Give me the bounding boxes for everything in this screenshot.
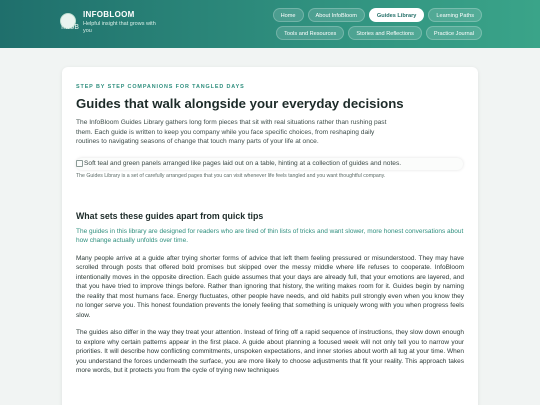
nav-about-infobloom[interactable]: About InfoBloom xyxy=(308,8,365,22)
section-heading: What sets these guides apart from quick tips xyxy=(76,210,264,221)
eyebrow-label: STEP BY STEP COMPANIONS FOR TANGLED DAYS xyxy=(76,84,245,90)
body-paragraph: The guides also differ in the way they treat your attention. Instead of firing off a rapid sequence of instructions, they slow down enough to explore why certain patterns appear in the first place. A guide about planning a focused week will not only tell you to narrow your priorities. It will describe how conflicting commitments, unspoken expectations, and inner stories about worth all tug at your time. When you understand the forces underneath the surface, you are more likely to choose adjustments that fit your reality. This approach takes more words, but it protects you from the cycle of trying new techniques xyxy=(76,329,464,375)
logo-alt-text: InfoB xyxy=(61,23,80,31)
nav-learning-paths[interactable]: Learning Paths xyxy=(428,8,482,22)
content-card xyxy=(62,67,478,405)
section-lede: The guides in this library are designed for readers who are tired of thin lists of tricks and want slower, more honest conversations about how change actually unfolds over time. xyxy=(76,227,464,245)
nav-practice-journal[interactable]: Practice Journal xyxy=(426,26,482,40)
brand-name[interactable]: INFOBLOOM xyxy=(83,10,135,19)
nav-guides-library[interactable]: Guides Library xyxy=(369,8,424,22)
brand-tagline: Helpful insight that grows with you xyxy=(83,21,156,34)
hero-figure xyxy=(76,158,464,179)
nav-stories-and-reflections[interactable]: Stories and Reflections xyxy=(348,26,422,40)
hero-image-caption: The Guides Library is a set of carefully arranged pages that you can visit whenever life feels tangled and you want thoughtful company. xyxy=(76,172,386,179)
body-paragraph: Many people arrive at a guide after trying shorter forms of advice that left them feeling pressured or misunderstood. They may have scrolled through posts that offered bold promises but skipped over the messy middle where life refuses to cooperate. InfoBloom intentionally moves in the opposite direction. Each guide assumes that your days are already full, that your emotions are layered, and that you have tried to improve things before. Rather than ignoring that history, the writing makes room for it. Guides begin by naming the reality that most humans face. Energy fluctuates, other people have needs, and old habits pull strongly even when you know they no longer serve you. This honest foundation prevents the lonely feeling that something is uniquely wrong with you when progress feels slow. xyxy=(76,254,464,319)
nav-home[interactable]: Home xyxy=(273,8,304,22)
main-nav xyxy=(208,8,482,40)
nav-tools-and-resources[interactable]: Tools and Resources xyxy=(276,26,344,40)
intro-paragraph: The InfoBloom Guides Library gathers long form pieces that sit with real situations rather than rushing past them. Each guide is written to keep you company while you face specific choices, from reshaping daily routines to navigating seasons of change that touch many parts of your life at once. xyxy=(76,119,387,146)
broken-image-icon xyxy=(76,160,83,167)
hero-image-alt-text: Soft teal and green panels arranged like pages laid out on a table, hinting at a collection of guides and notes. xyxy=(84,160,402,168)
site-header xyxy=(0,0,540,48)
hero-image-frame xyxy=(76,158,463,170)
page-title: Guides that walk alongside your everyday decisions xyxy=(76,96,404,111)
